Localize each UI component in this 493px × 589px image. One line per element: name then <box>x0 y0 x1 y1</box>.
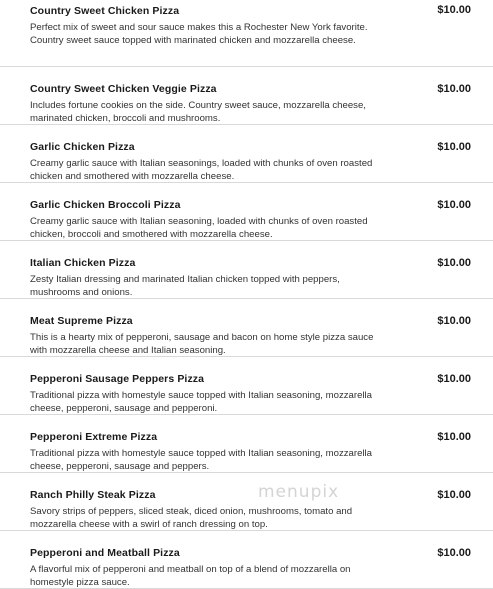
item-price: $10.00 <box>437 4 471 16</box>
item-name: Pepperoni Extreme Pizza <box>30 431 158 443</box>
item-description: Zesty Italian dressing and marinated Italian chicken topped with peppers, mushrooms and onions. <box>30 274 340 298</box>
item-description: Traditional pizza with homestyle sauce topped with Italian seasoning, mozzarella cheese, pepperoni, sausage and peppers. <box>30 448 373 472</box>
item-price: $10.00 <box>437 315 471 327</box>
menu-item[interactable] <box>0 67 493 125</box>
item-price: $10.00 <box>437 373 471 385</box>
item-name: Garlic Chicken Broccoli Pizza <box>30 199 181 211</box>
item-price: $10.00 <box>437 489 471 501</box>
item-name: Pepperoni and Meatball Pizza <box>30 547 180 559</box>
item-description: Includes fortune cookies on the side. Country sweet sauce, mozzarella cheese, marinated chicken, broccoli and mushrooms. <box>30 100 366 124</box>
item-name: Ranch Philly Steak Pizza <box>30 489 156 501</box>
item-price: $10.00 <box>437 83 471 95</box>
item-name: Country Sweet Chicken Pizza <box>30 5 180 17</box>
menu-item[interactable] <box>0 183 493 241</box>
item-name: Garlic Chicken Pizza <box>30 141 135 153</box>
item-description: Savory strips of peppers, sliced steak, diced onion, mushrooms, tomato and mozzarella cheese with a swirl of ranch dressing on top. <box>30 506 353 530</box>
item-price: $10.00 <box>437 199 471 211</box>
item-description: Creamy garlic sauce with Italian seasonings, loaded with chunks of oven roasted chicken and smothered with mozzarella cheese. <box>30 158 373 182</box>
menu-item[interactable] <box>0 531 493 589</box>
menupix-watermark: menupix <box>258 482 340 502</box>
menu-item[interactable] <box>0 125 493 183</box>
item-name: Country Sweet Chicken Veggie Pizza <box>30 83 217 95</box>
item-price: $10.00 <box>437 431 471 443</box>
item-price: $10.00 <box>437 141 471 153</box>
item-description: This is a hearty mix of pepperoni, sausage and bacon on home style pizza sauce with mozzarella cheese and Italian seasoning. <box>30 332 374 356</box>
menu-item[interactable] <box>0 357 493 415</box>
item-name: Meat Supreme Pizza <box>30 315 133 327</box>
item-name: Italian Chicken Pizza <box>30 257 136 269</box>
item-price: $10.00 <box>437 257 471 269</box>
menu-item[interactable] <box>0 0 493 67</box>
item-description: A flavorful mix of pepperoni and meatball on top of a blend of mozzarella on homestyle pizza sauce. <box>30 564 351 588</box>
menu-item[interactable] <box>0 415 493 473</box>
menu-item[interactable] <box>0 241 493 299</box>
item-description: Creamy garlic sauce with Italian seasoning, loaded with chunks of oven roasted chicken, broccoli and smothered with mozzarella cheese. <box>30 216 368 240</box>
menu-item[interactable] <box>0 299 493 357</box>
item-price: $10.00 <box>437 547 471 559</box>
item-name: Pepperoni Sausage Peppers Pizza <box>30 373 205 385</box>
menu-item[interactable] <box>0 473 493 531</box>
item-description: Perfect mix of sweet and sour sauce makes this a Rochester New York favorite. Country sweet sauce topped with marinated chicken and mozzarella cheese. <box>30 22 368 46</box>
item-description: Traditional pizza with homestyle sauce topped with Italian seasoning, mozzarella cheese, pepperoni, sausage and pepperoni. <box>30 390 373 414</box>
